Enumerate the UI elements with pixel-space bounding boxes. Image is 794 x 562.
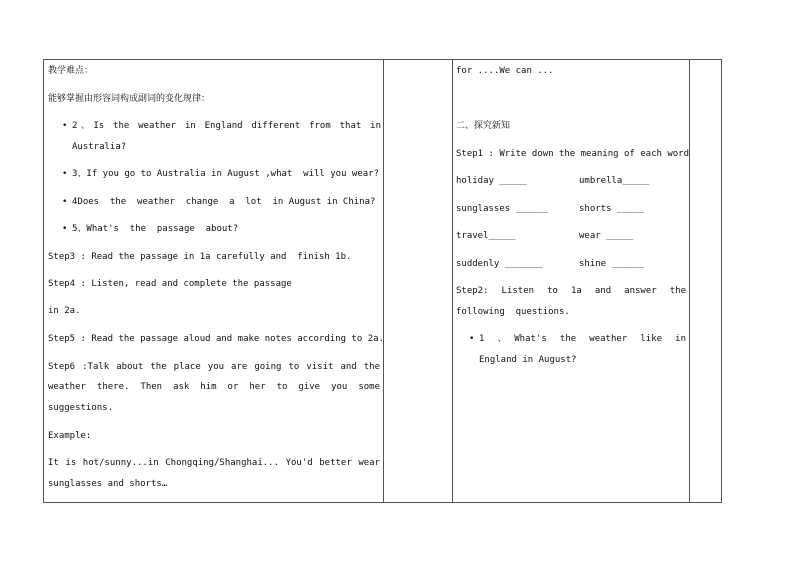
continuation-line: for ....We can ...: [456, 66, 554, 76]
vocab-shine: shine ______: [579, 259, 645, 269]
step2-text-b: following questions.: [456, 307, 570, 317]
step4-text-b: in 2a.: [48, 306, 81, 316]
vocab-travel: travel_____: [456, 231, 516, 241]
step6-text-b: weather there. Then ask him or her to give you some: [48, 382, 380, 392]
step1-text: Step1 : Write down the meaning of each word: [456, 149, 689, 159]
question-4: • 4Does the weather change a lot in August in China?: [72, 197, 375, 208]
vocab-sunglasses: sunglasses ______: [456, 204, 549, 214]
column-divider: [689, 60, 690, 502]
step6-text-c: suggestions.: [48, 403, 114, 413]
step2-text-a: Step2: Listen to 1a and answer the: [456, 286, 686, 296]
step5-text: Step5 : Read the passage aloud and make notes according to 2a.: [48, 334, 384, 344]
question-1-line1: • 1 、What's the weather like in: [479, 334, 686, 345]
step3-text: Step3 : Read the passage in 1a carefully and finish 1b.: [48, 252, 352, 262]
example-label: Example:: [48, 431, 92, 441]
step6-text-a: Step6 :Talk about the place you are going to visit and the: [48, 362, 380, 372]
vocab-wear: wear _____: [579, 231, 634, 241]
question-5: • 5、What's the passage about?: [72, 224, 238, 235]
vocab-umbrella: umbrella_____: [579, 176, 650, 186]
intro-text: 能够掌握由形容词构成副词的变化规律：: [48, 94, 211, 104]
question-1-line2: England in August?: [479, 355, 577, 365]
right-content-cell: [452, 60, 689, 502]
vocab-holiday: holiday _____: [456, 176, 527, 186]
column-divider: [383, 60, 384, 502]
question-3: • 3、If you go to Australia in August ,what will you wear?: [72, 169, 379, 180]
step4-text-a: Step4 : Listen, read and complete the passage: [48, 279, 292, 289]
vocab-suddenly: suddenly _______: [456, 259, 543, 269]
question-2-line2: Australia?: [72, 142, 127, 152]
section-title: 二、探究新知: [456, 121, 511, 131]
left-content-cell: [44, 60, 383, 502]
lesson-table: [43, 59, 722, 503]
example-text-b: sunglasses and shorts…: [48, 479, 168, 489]
difficulty-heading: 教学难点：: [48, 66, 94, 76]
vocab-shorts: shorts _____: [579, 204, 645, 214]
question-2-line1: • 2、Is the weather in England different from that in: [72, 121, 381, 132]
example-text-a: It is hot/sunny...in Chongqing/Shanghai... You'd better wear: [48, 458, 380, 468]
